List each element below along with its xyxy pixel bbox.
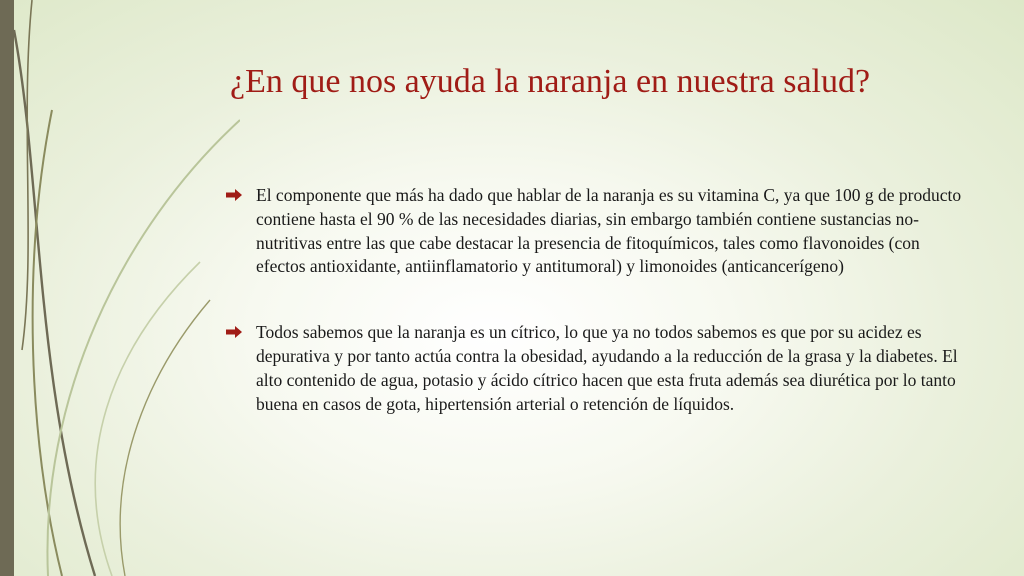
decorative-curves	[0, 0, 240, 576]
curve-light-2	[95, 262, 200, 576]
arrow-right-icon	[226, 189, 242, 201]
bullet-list	[226, 184, 966, 416]
bullet-item-2	[226, 321, 966, 416]
bullet-item-1	[226, 184, 966, 279]
curve-olive-2	[120, 300, 210, 576]
bullet-text-1: El componente que más ha dado que hablar de la naranja es su vitamina C, ya que 100 g de producto contiene hasta el 90 % de las necesidades diarias, sin embargo también contiene sustancias no-nutritivas entre las que cabe destacar la presencia de fitoquímicos, tales como flavonoides (con efectos antioxidante, antiinflamatorio y antitumoral) y limonoides (anticancerígeno)	[256, 185, 962, 277]
bullet-text-2: Todos sabemos que la naranja es un cítrico, lo que ya no todos sabemos es que por su acidez es depurativa y por tanto actúa contra la obesidad, ayudando a la reducción de la grasa y la diabetes. El alto contenido de agua, potasio y ácido cítrico hacen que esta fruta además sea diurética por lo tanto buena en casos de gota, hipertensión arterial o retención de líquidos.	[256, 322, 958, 414]
arrow-right-icon	[226, 326, 242, 338]
curve-dark-2	[22, 0, 32, 350]
slide-title: ¿En que nos ayuda la naranja en nuestra salud?	[230, 63, 871, 100]
